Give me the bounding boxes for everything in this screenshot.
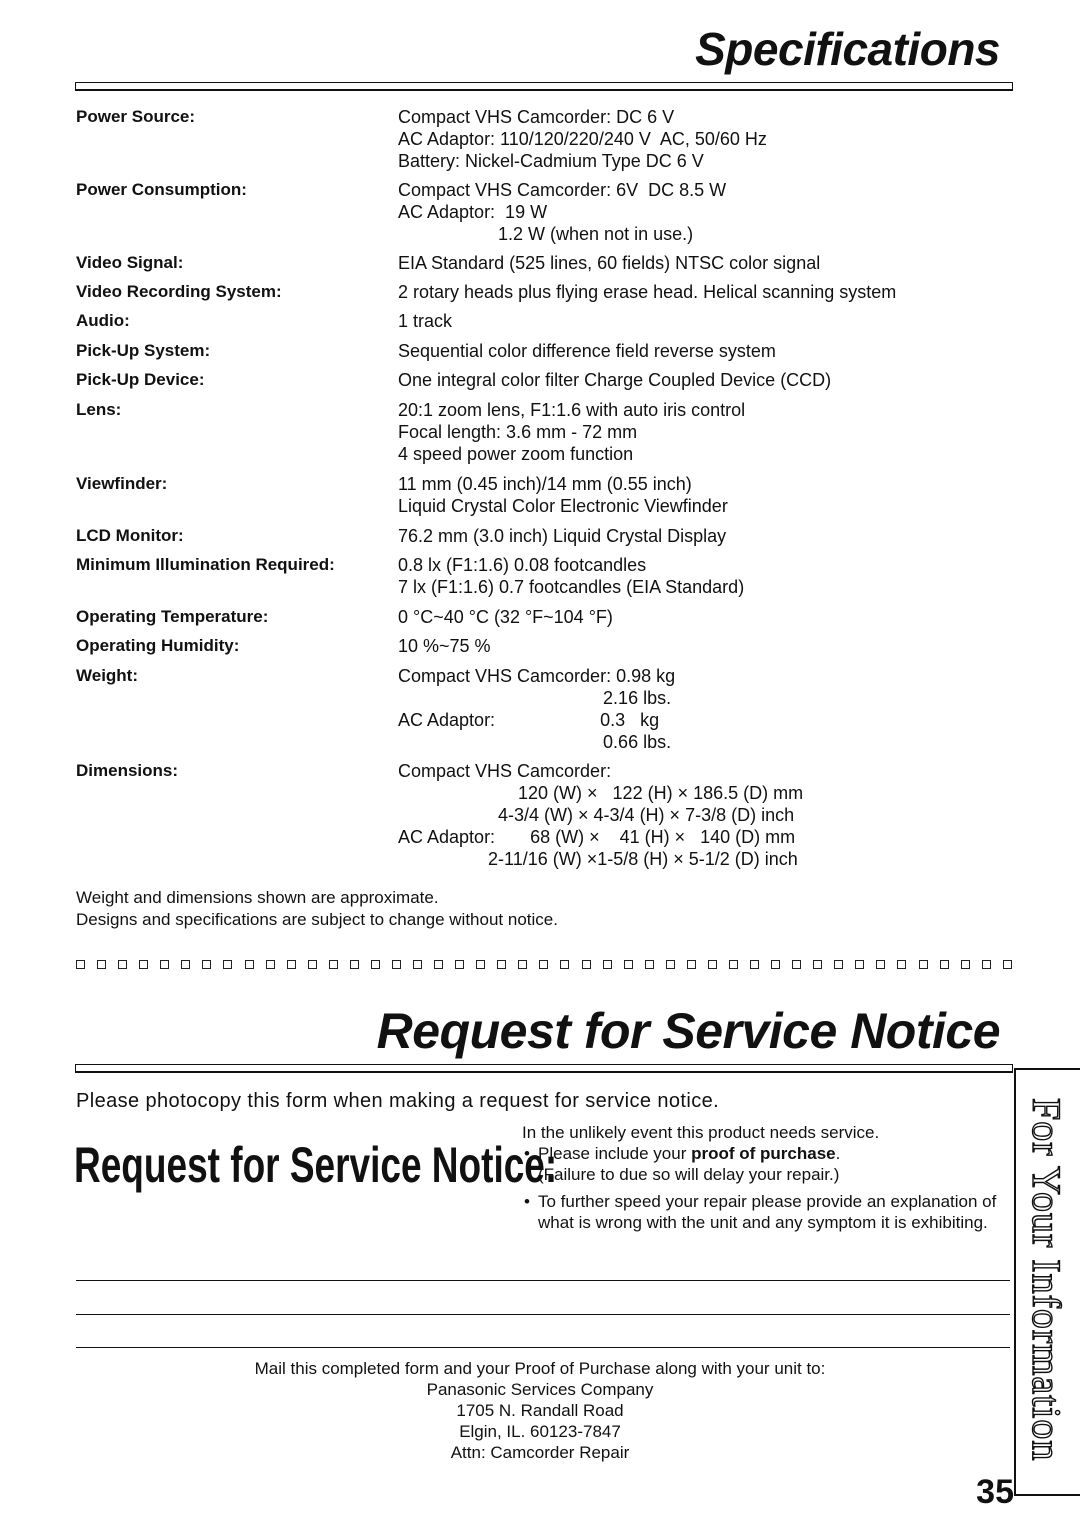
spec-label: Pick-Up Device: xyxy=(76,370,205,389)
form-line[interactable] xyxy=(76,1314,1010,1315)
separator-square xyxy=(645,960,654,969)
separator-square xyxy=(455,960,464,969)
spec-value: 76.2 mm (3.0 inch) Liquid Crystal Display xyxy=(398,526,727,546)
spec-label: LCD Monitor: xyxy=(76,526,184,545)
spec-value: 0.8 lx (F1:1.6) 0.08 footcandles 7 lx (F1:1.6) 0.7 footcandles (EIA Standard) xyxy=(398,555,745,597)
bullet-proof-pre: Please include your xyxy=(538,1144,692,1163)
separator-square xyxy=(813,960,822,969)
section-tab-label: For Your Information xyxy=(1024,1098,1069,1462)
separator-square xyxy=(266,960,275,969)
spec-label: Weight: xyxy=(76,666,139,685)
service-notes xyxy=(522,1122,998,1233)
spec-value: EIA Standard (525 lines, 60 fields) NTSC color signal xyxy=(398,253,821,273)
separator-square xyxy=(876,960,885,969)
separator-square xyxy=(308,960,317,969)
separator-square xyxy=(476,960,485,969)
separator-square xyxy=(539,960,548,969)
spec-value: 11 mm (0.45 inch)/14 mm (0.55 inch) Liquid Crystal Color Electronic Viewfinder xyxy=(398,474,728,516)
separator-square xyxy=(392,960,401,969)
spec-value: Compact VHS Camcorder: 120 (W) × 122 (H) × 186.5 (D) mm 4-3/4 (W) × 4-3/4 (H) × 7-3/8 (D) inch AC Adaptor: 68 (W) × 41 (H) × 140 (D) mm 2-11/16 (W) ×1-5/8 (H) × 5-1/2 (D) inch xyxy=(398,761,804,869)
separator-square xyxy=(497,960,506,969)
bullet-proof xyxy=(522,1143,998,1164)
separator-square xyxy=(582,960,591,969)
title-rule xyxy=(75,82,1013,91)
request-title: Request for Service Notice xyxy=(376,1003,1000,1059)
separator-square xyxy=(350,960,359,969)
specifications-title: Specifications xyxy=(695,23,1000,75)
spec-value: Compact VHS Camcorder: DC 6 V AC Adaptor: 110/120/220/240 V AC, 50/60 Hz Battery: Nickel-Cadmium Type DC 6 V xyxy=(398,107,767,171)
separator-square xyxy=(708,960,717,969)
separator-square xyxy=(139,960,148,969)
spec-label: Lens: xyxy=(76,400,122,419)
separator-square xyxy=(855,960,864,969)
spec-value: One integral color filter Charge Coupled Device (CCD) xyxy=(398,370,832,390)
spec-value: 2 rotary heads plus flying erase head. Helical scanning system xyxy=(398,282,897,302)
spec-value: Compact VHS Camcorder: 6V DC 8.5 W AC Adaptor: 19 W 1.2 W (when not in use.) xyxy=(398,180,727,244)
spec-value: 1 track xyxy=(398,311,453,331)
separator-square xyxy=(834,960,843,969)
spec-label: Power Consumption: xyxy=(76,180,247,199)
spec-value: 20:1 zoom lens, F1:1.6 with auto iris control Focal length: 3.6 mm - 72 mm 4 speed power zoom function xyxy=(398,400,746,464)
separator-square xyxy=(413,960,422,969)
separator-square xyxy=(371,960,380,969)
separator-square xyxy=(118,960,127,969)
form-line[interactable] xyxy=(76,1280,1010,1281)
form-line[interactable] xyxy=(76,1347,1010,1348)
address-attn: Attn: Camcorder Repair xyxy=(450,1443,630,1462)
separator-square xyxy=(76,960,85,969)
address-company: Panasonic Services Company xyxy=(426,1380,654,1399)
address-street: 1705 N. Randall Road xyxy=(456,1401,624,1420)
separator-square xyxy=(329,960,338,969)
spec-label: Operating Temperature: xyxy=(76,607,269,626)
separator-square xyxy=(97,960,106,969)
square-separator xyxy=(76,960,1012,972)
separator-square xyxy=(624,960,633,969)
spec-label: Power Source: xyxy=(76,107,196,126)
separator-square xyxy=(202,960,211,969)
bullet-proof-note: (Failure to due so will delay your repair.) xyxy=(538,1165,840,1184)
separator-square xyxy=(223,960,232,969)
mailing-block xyxy=(0,1358,1080,1463)
spec-label: Viewfinder: xyxy=(76,474,168,493)
bullet-proof-post: . xyxy=(835,1144,841,1163)
separator-square xyxy=(919,960,928,969)
form-title: Request for Service Notice: xyxy=(74,1137,558,1193)
page-number: 35 xyxy=(976,1473,1014,1511)
address-city: Elgin, IL. 60123-7847 xyxy=(459,1422,621,1441)
spec-value: Compact VHS Camcorder: 0.98 kg 2.16 lbs. AC Adaptor: 0.3 kg 0.66 lbs. xyxy=(398,666,676,752)
spec-value: 10 %~75 % xyxy=(398,636,491,656)
footnote-weight: Weight and dimensions shown are approximate. xyxy=(76,888,439,907)
spec-label: Video Recording System: xyxy=(76,282,282,301)
spec-label: Minimum Illumination Required: xyxy=(76,555,335,574)
separator-square xyxy=(181,960,190,969)
separator-square xyxy=(792,960,801,969)
separator-square xyxy=(434,960,443,969)
separator-square xyxy=(729,960,738,969)
separator-square xyxy=(160,960,169,969)
separator-square xyxy=(982,960,991,969)
bullet-explanation: • To further speed your repair please provide an explanation of what is wrong with the unit and any symptom it is exhibiting. xyxy=(522,1191,998,1233)
spec-value: Sequential color difference field reverse system xyxy=(398,341,776,361)
footnote-designs: Designs and specifications are subject to change without notice. xyxy=(76,910,558,929)
separator-square xyxy=(560,960,569,969)
spec-label: Pick-Up System: xyxy=(76,341,211,360)
spec-footnote xyxy=(76,887,558,931)
spec-label: Audio: xyxy=(76,311,130,330)
photocopy-instruction: Please photocopy this form when making a request for service notice. xyxy=(76,1090,720,1112)
separator-square xyxy=(1003,960,1012,969)
separator-square xyxy=(687,960,696,969)
separator-square xyxy=(245,960,254,969)
separator-square xyxy=(750,960,759,969)
separator-square xyxy=(518,960,527,969)
mail-instruction: Mail this completed form and your Proof of Purchase along with your unit to: xyxy=(254,1359,826,1378)
separator-square xyxy=(771,960,780,969)
spec-label: Operating Humidity: xyxy=(76,636,240,655)
service-intro: In the unlikely event this product needs service. xyxy=(522,1123,880,1142)
separator-square xyxy=(287,960,296,969)
separator-square xyxy=(666,960,675,969)
separator-square xyxy=(961,960,970,969)
separator-square xyxy=(940,960,949,969)
spec-label: Video Signal: xyxy=(76,253,184,272)
spec-value: 0 °C~40 °C (32 °F~104 °F) xyxy=(398,607,613,627)
spec-label: Dimensions: xyxy=(76,761,179,780)
separator-square xyxy=(897,960,906,969)
separator-square xyxy=(603,960,612,969)
request-title-rule xyxy=(75,1064,1013,1073)
proof-of-purchase: proof of purchase xyxy=(691,1144,836,1163)
